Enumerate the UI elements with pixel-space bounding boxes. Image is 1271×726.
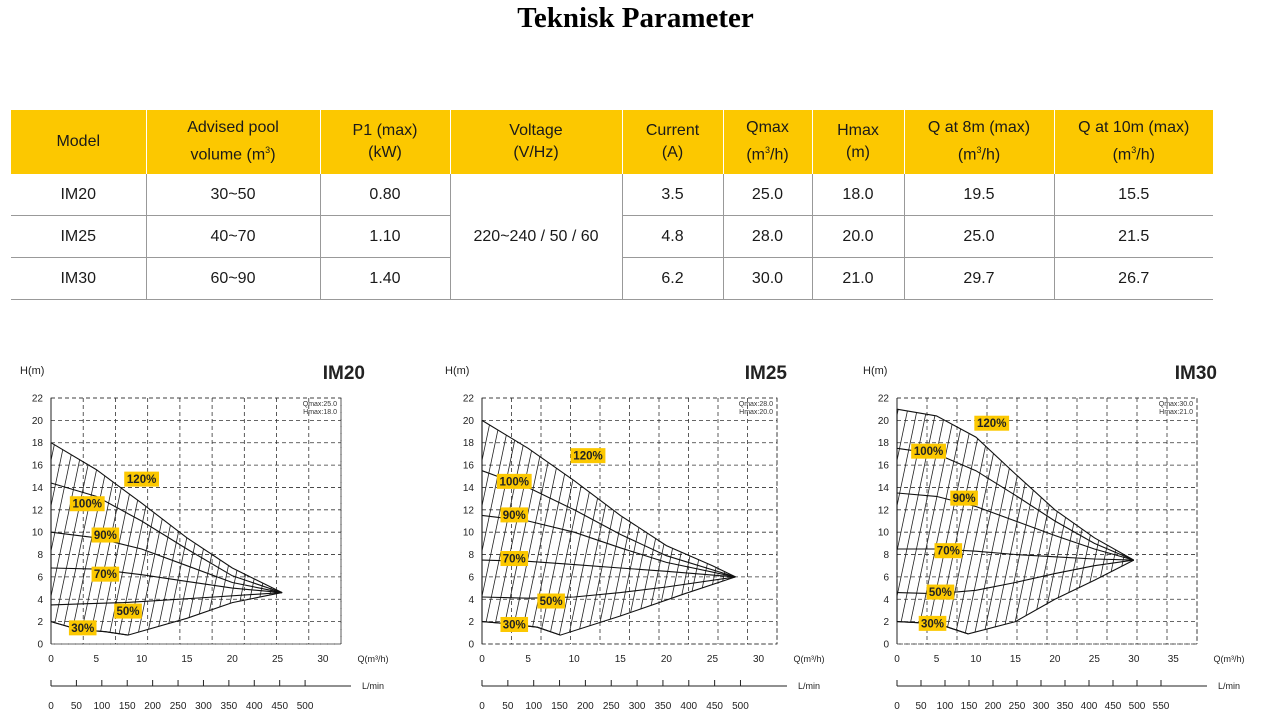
y-tick-label: 16 (462, 460, 474, 472)
pump-curve-svg (12, 355, 412, 726)
grid (51, 398, 341, 644)
cell-q8: 25.0 (904, 216, 1054, 258)
chart-title: IM30 (1174, 363, 1217, 384)
lmin-tick-label: 350 (220, 701, 238, 712)
speed-curve (51, 532, 282, 592)
x-tick-label: 10 (136, 654, 148, 665)
hatch-line (0, 358, 16, 644)
y-tick-label: 10 (462, 527, 474, 539)
curves (51, 443, 282, 635)
y-tick-label: 12 (877, 505, 889, 517)
speed-label-text: 70% (502, 553, 526, 566)
hatch-line (1210, 358, 1270, 644)
x-tick-label: 25 (1088, 654, 1100, 665)
hatch-line (165, 358, 225, 644)
hatch-line (643, 358, 703, 644)
pump-curve-svg (855, 355, 1265, 726)
y-tick-label: 2 (37, 617, 43, 629)
cell-current: 4.8 (622, 216, 723, 258)
chart-title: IM20 (322, 363, 365, 384)
y-tick-label: 2 (468, 617, 474, 629)
speed-label (919, 616, 947, 631)
cell-q8: 29.7 (904, 258, 1054, 300)
x-tick-label: 15 (1009, 654, 1021, 665)
curves (482, 420, 736, 635)
hatch-line (662, 358, 722, 644)
speed-label-text: 70% (936, 545, 960, 558)
hatch-line (897, 358, 957, 644)
lmin-tick-label: 0 (479, 701, 485, 712)
y-tick-label: 20 (31, 415, 43, 427)
y-tick-label: 8 (37, 550, 43, 562)
cell-q8: 19.5 (904, 174, 1054, 216)
y-tick-label: 4 (883, 594, 889, 606)
speed-label-text: 100% (499, 476, 529, 489)
lmin-tick-label: 500 (1128, 701, 1146, 712)
speed-label-text: 120% (126, 474, 157, 487)
cell-qmax: 28.0 (723, 216, 812, 258)
x-tick-label: 25 (706, 654, 719, 665)
cell-volume: 60~90 (146, 258, 320, 300)
hatch-line (0, 358, 25, 644)
lmin-tick-label: 150 (118, 701, 136, 712)
hatch-line (1087, 358, 1147, 644)
y-tick-label: 0 (468, 639, 474, 651)
cell-p1: 1.10 (320, 216, 450, 258)
lmin-axis-label: L/min (1217, 681, 1241, 691)
header-q10: Q at 10m (max) $(m^3/h)$ (1054, 110, 1213, 174)
speed-label (70, 496, 105, 511)
spec-table (11, 110, 1213, 300)
hatch-line (406, 358, 466, 644)
speed-label-text: 30% (71, 622, 95, 635)
cell-q10: 15.5 (1054, 174, 1213, 216)
hatch-line (840, 358, 900, 644)
chart-im25 (437, 355, 837, 726)
speed-label (571, 448, 606, 463)
speed-label (69, 620, 97, 635)
qmax-info: Qmax:28.0 (738, 401, 773, 408)
speed-label-text: 100% (913, 446, 944, 459)
x-axis-label: Q(m³/h) (1213, 654, 1245, 664)
speed-label-text: 50% (928, 587, 952, 600)
y-tick-label: 16 (31, 460, 43, 472)
hatch-line (355, 358, 415, 644)
y-tick-label: 18 (31, 438, 43, 450)
hatch-line (0, 358, 6, 644)
hatch-line (241, 358, 301, 644)
x-tick-label: 30 (753, 654, 765, 665)
cell-hmax: 21.0 (812, 258, 904, 300)
hmax-info: Hmax:21.0 (1159, 409, 1193, 416)
y-tick-label: 16 (877, 460, 889, 472)
header-p1: P1 (max) (kW) (320, 110, 450, 174)
cell-p1: 0.80 (320, 174, 450, 216)
hatch-line (222, 358, 282, 644)
y-tick-label: 6 (468, 572, 474, 584)
x-tick-label: 30 (1128, 654, 1140, 665)
cell-q10: 21.5 (1054, 216, 1213, 258)
lmin-tick-label: 100 (93, 701, 111, 712)
lmin-axis-label: L/min (361, 681, 385, 691)
hatch-line (767, 358, 827, 644)
lmin-tick-label: 400 (680, 701, 698, 712)
hatch-line (605, 358, 665, 644)
x-tick-label: 10 (568, 654, 580, 665)
x-tick-label: 25 (272, 654, 284, 665)
hatch-line (1068, 358, 1128, 644)
hatch-line (1030, 358, 1090, 644)
x-tick-label: 15 (181, 654, 193, 665)
cell-voltage: 220~240 / 50 / 60 (450, 174, 622, 300)
speed-label-text: 120% (977, 418, 1007, 431)
cell-model: IM25 (11, 216, 146, 258)
cell-model: IM20 (11, 174, 146, 216)
hatch-line (174, 358, 234, 644)
x-tick-label: 5 (525, 654, 531, 665)
lmin-tick-label: 150 (551, 701, 568, 712)
y-tick-label: 20 (877, 415, 889, 427)
header-hmax: Hmax (m) (812, 110, 904, 174)
lmin-tick-label: 200 (577, 701, 594, 712)
lmin-tick-label: 450 (271, 701, 289, 712)
qmax-info: Qmax:30.0 (1158, 401, 1193, 408)
y-tick-label: 10 (877, 527, 889, 539)
speed-label (114, 604, 142, 619)
y-tick-label: 14 (462, 482, 474, 494)
lmin-tick-label: 350 (654, 701, 672, 712)
lmin-tick-label: 50 (502, 701, 514, 712)
header-volume: Advised pool volume $(m^3)$ (146, 110, 320, 174)
hatch-line (1106, 358, 1166, 644)
hatch-line (155, 358, 215, 644)
hatch-line (786, 358, 846, 644)
speed-label-text: 30% (921, 618, 945, 631)
lmin-tick-label: 250 (1008, 701, 1026, 712)
cell-current: 3.5 (622, 174, 723, 216)
lmin-tick-label: 550 (1152, 701, 1170, 712)
hatch-line (795, 358, 855, 644)
speed-label (92, 567, 120, 582)
hatch-line (982, 358, 1042, 644)
hatch-line (1239, 358, 1271, 644)
x-tick-label: 10 (970, 654, 982, 665)
header-q8: Q at 8m (max) $(m^3/h)$ (904, 110, 1054, 174)
lmin-tick-label: 350 (1056, 701, 1074, 712)
hatch-line (681, 358, 741, 644)
y-tick-label: 2 (883, 617, 889, 629)
hatch-line (184, 358, 244, 644)
x-tick-label: 20 (1049, 654, 1061, 665)
speed-curve (897, 493, 1134, 560)
speed-label (911, 444, 946, 459)
hatch-line (1191, 358, 1251, 644)
lmin-tick-label: 500 (296, 701, 314, 712)
lmin-tick-label: 0 (48, 701, 54, 712)
y-axis-label: H(m) (445, 365, 470, 377)
speed-label (974, 416, 1009, 431)
hatch-line (567, 358, 627, 644)
lmin-tick-label: 50 (70, 701, 82, 712)
lmin-tick-label: 300 (1032, 701, 1050, 712)
qmax-info: Qmax:25.0 (302, 401, 337, 408)
cell-q10: 26.7 (1054, 258, 1213, 300)
hatch-line (0, 358, 35, 644)
y-axis-label: H(m) (863, 365, 888, 377)
speed-curve (51, 593, 282, 605)
cell-hmax: 18.0 (812, 174, 904, 216)
hatch-line (374, 358, 434, 644)
speed-label (950, 491, 978, 506)
speed-label-text: 50% (539, 596, 563, 609)
table-header-row (11, 110, 1213, 174)
lmin-tick-label: 0 (894, 701, 900, 712)
speed-label (935, 543, 963, 558)
x-tick-label: 0 (894, 654, 900, 665)
y-tick-label: 6 (37, 572, 43, 584)
speed-label-text: 50% (116, 606, 140, 619)
hatch-line (425, 358, 485, 644)
x-tick-label: 5 (93, 654, 100, 665)
header-current: Current (A) (622, 110, 723, 174)
y-tick-label: 20 (462, 415, 474, 427)
cell-p1: 1.40 (320, 258, 450, 300)
header-voltage: Voltage (V/Hz) (450, 110, 622, 174)
speed-label-text: 90% (952, 493, 976, 506)
speed-label-text: 120% (573, 450, 603, 463)
hatch-line (1096, 358, 1156, 644)
lmin-tick-label: 400 (1080, 701, 1098, 712)
hatch-line (1020, 358, 1080, 644)
hatch-line (672, 358, 732, 644)
lmin-tick-label: 300 (195, 701, 212, 712)
x-axis-label: Q(m³/h) (357, 654, 389, 664)
hatch-line (1201, 358, 1261, 644)
header-qmax: Qmax $(m^3/h)$ (723, 110, 812, 174)
cell-current: 6.2 (622, 258, 723, 300)
hatch-line (108, 358, 168, 644)
cell-volume: 30~50 (146, 174, 320, 216)
x-axis-label: Q(m³/h) (793, 654, 825, 664)
y-tick-label: 14 (31, 482, 43, 494)
lmin-tick-label: 100 (525, 701, 543, 712)
hatch-line (336, 358, 396, 644)
hatch-line (383, 358, 443, 644)
hatch-line (624, 358, 684, 644)
y-tick-label: 18 (462, 438, 474, 450)
hatch-line (250, 358, 310, 644)
page-title: Teknisk Parameter (517, 2, 754, 34)
speed-label (500, 551, 528, 566)
hatch-line (1229, 358, 1271, 644)
pump-curve-svg (437, 355, 837, 726)
hatch-line (558, 358, 618, 644)
x-tick-label: 35 (1167, 654, 1179, 665)
hatch-line (776, 358, 836, 644)
lmin-tick-label: 150 (960, 701, 978, 712)
hatch-line (472, 358, 532, 644)
y-tick-label: 10 (31, 527, 43, 539)
hatch-line (596, 358, 656, 644)
hatch-line (887, 358, 947, 644)
cell-qmax: 25.0 (723, 174, 812, 216)
y-tick-label: 0 (37, 639, 43, 651)
x-tick-label: 30 (317, 654, 329, 665)
y-tick-label: 22 (877, 393, 889, 405)
lmin-tick-label: 500 (732, 701, 749, 712)
hatch-line (992, 358, 1052, 644)
hatch-region (0, 358, 443, 644)
y-tick-label: 6 (883, 572, 889, 584)
hatch-line (577, 358, 637, 644)
chart-im30 (855, 355, 1265, 726)
cell-qmax: 30.0 (723, 258, 812, 300)
y-tick-label: 18 (877, 438, 889, 450)
speed-label (497, 474, 532, 489)
table-row (11, 174, 1213, 216)
y-tick-label: 22 (31, 393, 43, 405)
hatch-line (0, 358, 54, 644)
hmax-info: Hmax:18.0 (303, 409, 337, 416)
speed-label-text: 90% (502, 509, 526, 522)
y-tick-label: 0 (883, 639, 889, 651)
y-tick-label: 8 (468, 550, 474, 562)
speed-label (500, 507, 528, 522)
x-tick-label: 0 (479, 654, 485, 665)
y-tick-label: 4 (37, 594, 43, 606)
lmin-tick-label: 200 (984, 701, 1002, 712)
speed-label (927, 585, 955, 600)
hatch-line (1011, 358, 1071, 644)
hatch-line (1058, 358, 1118, 644)
lmin-tick-label: 200 (144, 701, 161, 712)
speed-label-text: 70% (93, 569, 117, 582)
header-model: Model (11, 110, 146, 174)
cell-model: IM30 (11, 258, 146, 300)
hatch-line (364, 358, 424, 644)
lmin-axis-label: L/min (797, 681, 821, 691)
cell-volume: 40~70 (146, 216, 320, 258)
lmin-tick-label: 50 (915, 701, 927, 712)
plot-frame (51, 398, 341, 644)
cell-hmax: 20.0 (812, 216, 904, 258)
x-tick-label: 20 (660, 654, 672, 665)
y-tick-label: 8 (883, 550, 889, 562)
lmin-tick-label: 250 (602, 701, 620, 712)
chart-title: IM25 (744, 363, 787, 384)
lmin-tick-label: 300 (628, 701, 646, 712)
lmin-tick-label: 250 (169, 701, 187, 712)
speed-label-text: 100% (72, 498, 102, 511)
lmin-tick-label: 100 (936, 701, 954, 712)
hatch-line (203, 358, 263, 644)
chart-im20 (12, 355, 412, 726)
y-tick-label: 12 (31, 505, 43, 517)
x-tick-label: 0 (48, 654, 54, 665)
y-tick-label: 12 (462, 505, 474, 517)
y-tick-label: 22 (462, 393, 474, 405)
hatch-line (345, 358, 405, 644)
y-tick-label: 4 (468, 594, 474, 606)
x-tick-label: 15 (614, 654, 626, 665)
hatch-line (653, 358, 713, 644)
y-axis-label: H(m) (20, 365, 45, 377)
hatch-line (586, 358, 646, 644)
hatch-line (615, 358, 675, 644)
speed-label (500, 617, 528, 632)
speed-label-text: 90% (93, 530, 117, 543)
lmin-tick-label: 450 (706, 701, 723, 712)
hatch-line (1039, 358, 1099, 644)
speed-label (537, 594, 565, 609)
hmax-info: Hmax:20.0 (739, 409, 773, 416)
y-tick-label: 14 (877, 482, 889, 494)
x-tick-label: 20 (226, 654, 238, 665)
hatch-line (1049, 358, 1109, 644)
speed-label-text: 30% (502, 619, 526, 632)
speed-label (124, 472, 159, 487)
x-tick-label: 5 (933, 654, 940, 665)
speed-label (92, 528, 120, 543)
lmin-tick-label: 450 (1104, 701, 1122, 712)
hatch-line (1220, 358, 1271, 644)
lmin-tick-label: 400 (245, 701, 263, 712)
